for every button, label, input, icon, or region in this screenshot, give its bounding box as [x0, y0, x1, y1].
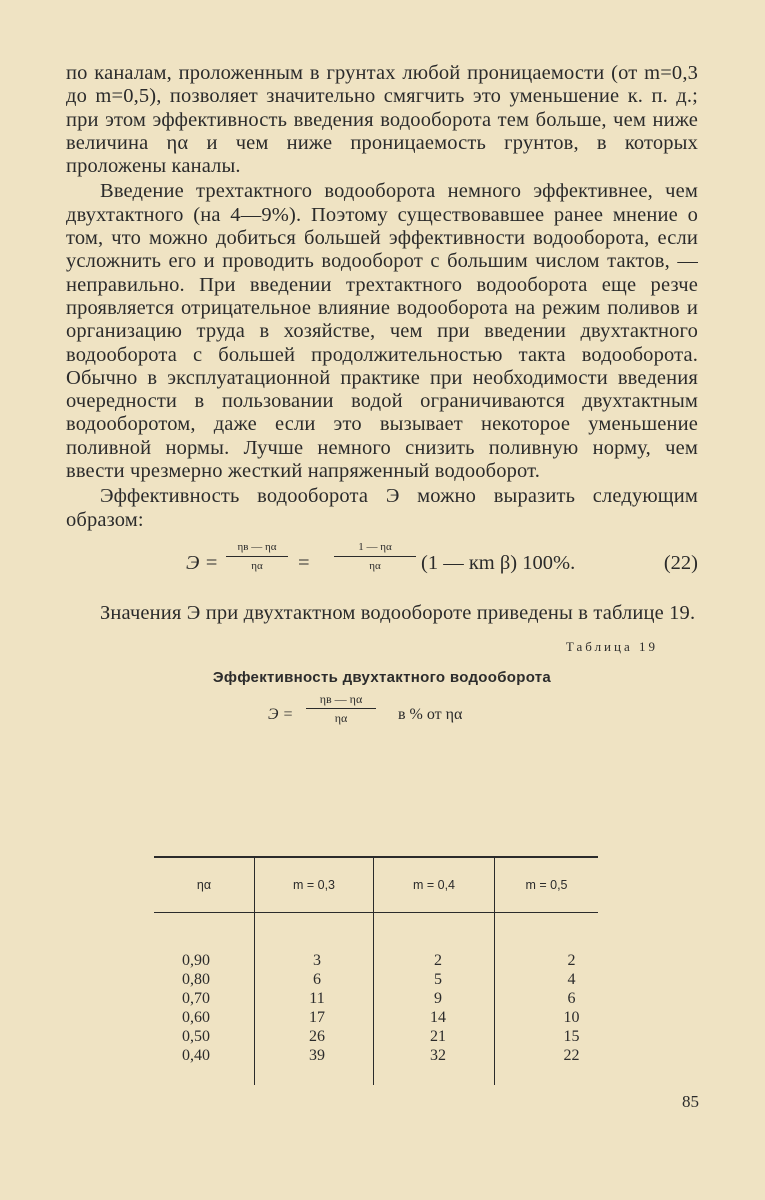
formula-rest: (1 — кm β) 100%. [421, 551, 576, 574]
table-title: Эффективность двухтактного водооборота [212, 669, 552, 687]
cell-m05: 6 [495, 989, 599, 1008]
formula-number: (22) [663, 551, 698, 574]
cell-m04: 32 [374, 1046, 495, 1085]
table-fraction-denominator: ηα [334, 711, 348, 726]
cell-m03: 6 [255, 970, 374, 989]
header-m-05: m = 0,5 [495, 857, 599, 913]
page-number: 85 [682, 1092, 699, 1111]
cell-m03: 26 [255, 1027, 374, 1046]
table-formula-lhs: Э = [268, 706, 294, 724]
cell-eta: 0,50 [182, 1028, 210, 1045]
cell-eta: 0,70 [182, 990, 210, 1007]
cell-m03: 3 [255, 913, 374, 971]
cell-m05: 2 [495, 913, 599, 971]
paragraph-3: Эффективность водооборота Э можно выразить следующим образом: [66, 485, 698, 531]
cell-m05: 10 [495, 1008, 599, 1027]
table-row [154, 1008, 598, 1027]
fraction-2-bar [334, 556, 416, 557]
cell-eta: 0,80 [182, 971, 210, 988]
fraction-2-numerator: 1 — ηα [358, 540, 392, 553]
cell-m04: 5 [374, 970, 495, 989]
efficiency-table [154, 856, 598, 1085]
cell-m03: 17 [255, 1008, 374, 1027]
table-row [154, 1027, 598, 1046]
cell-eta: 0,60 [182, 1009, 210, 1026]
paragraph-4: Значения Э при двухтактном водообороте приведены в таблице 19. [100, 601, 696, 624]
fraction-1-bar [226, 556, 288, 557]
paragraph-1: по каналам, проложенным в грунтах любой проницаемости (от m=0,3 до m=0,5), позволяет значительно смягчить это уменьшение к. п. д.; при этом эффективность введения водооборота тем больше, чем ниже величина ηα и чем ниже проницаемость грунтов, в которых проложены каналы. [66, 62, 698, 178]
table-row [154, 913, 598, 971]
fraction-2-denominator: ηα [369, 559, 381, 572]
cell-m04: 9 [374, 989, 495, 1008]
formula-equals: = [298, 551, 310, 574]
cell-eta: 0,40 [182, 1047, 210, 1064]
formula-lhs: Э = [186, 551, 219, 574]
paragraph-2: Введение трехтактного водооборота немного эффективнее, чем двухтактного (на 4—9%). Поэтому существовавшее ранее мнение о том, что можно добиться большей эффективности водооборота, если усложнить его и проводить водооборот с большим числом тактов, — неправильно. При введении трехтактного водооборота еще резче проявляется отрицательное влияние водооборота на режим поливов и организацию труда в хозяйстве, чем при введении двухтактного водооборота с большей продолжительностью такта водооборота. Обычно в эксплуатационной практике при необходимости введения очередности в пользовании водой ограничиваются двухтактным водооборотом, даже если это вызывает некоторое уменьшение поливной нормы. Лучше немного снизить поливную норму, чем ввести чрезмерно жесткий напряженный водооборот. [66, 180, 698, 483]
table-fraction-numerator: ηв — ηα [319, 692, 363, 707]
table-formula-unit: в % от ηα [398, 706, 463, 724]
formula-fraction-1 [226, 540, 288, 573]
table-formula [66, 686, 698, 744]
table-formula-fraction [306, 692, 376, 725]
header-m-03: m = 0,3 [255, 857, 374, 913]
formula-22 [66, 534, 698, 600]
cell-m03: 11 [255, 989, 374, 1008]
cell-m05: 15 [495, 1027, 599, 1046]
cell-eta: 0,90 [182, 952, 210, 969]
table-row [154, 989, 598, 1008]
table-row [154, 970, 598, 989]
cell-m05: 22 [495, 1046, 599, 1085]
cell-m05: 4 [495, 970, 599, 989]
formula-fraction-2 [334, 540, 416, 573]
header-eta: ηα [154, 857, 255, 913]
cell-m03: 39 [255, 1046, 374, 1085]
table-header-row [154, 857, 598, 913]
fraction-1-denominator: ηα [251, 559, 263, 572]
table-row [154, 1046, 598, 1085]
table-label: Таблица 19 [565, 639, 658, 655]
header-m-04: m = 0,4 [374, 857, 495, 913]
cell-m04: 21 [374, 1027, 495, 1046]
cell-m04: 14 [374, 1008, 495, 1027]
cell-m04: 2 [374, 913, 495, 971]
fraction-1-numerator: ηв — ηα [237, 540, 277, 553]
page-body [66, 62, 698, 744]
table-fraction-bar [306, 708, 376, 709]
